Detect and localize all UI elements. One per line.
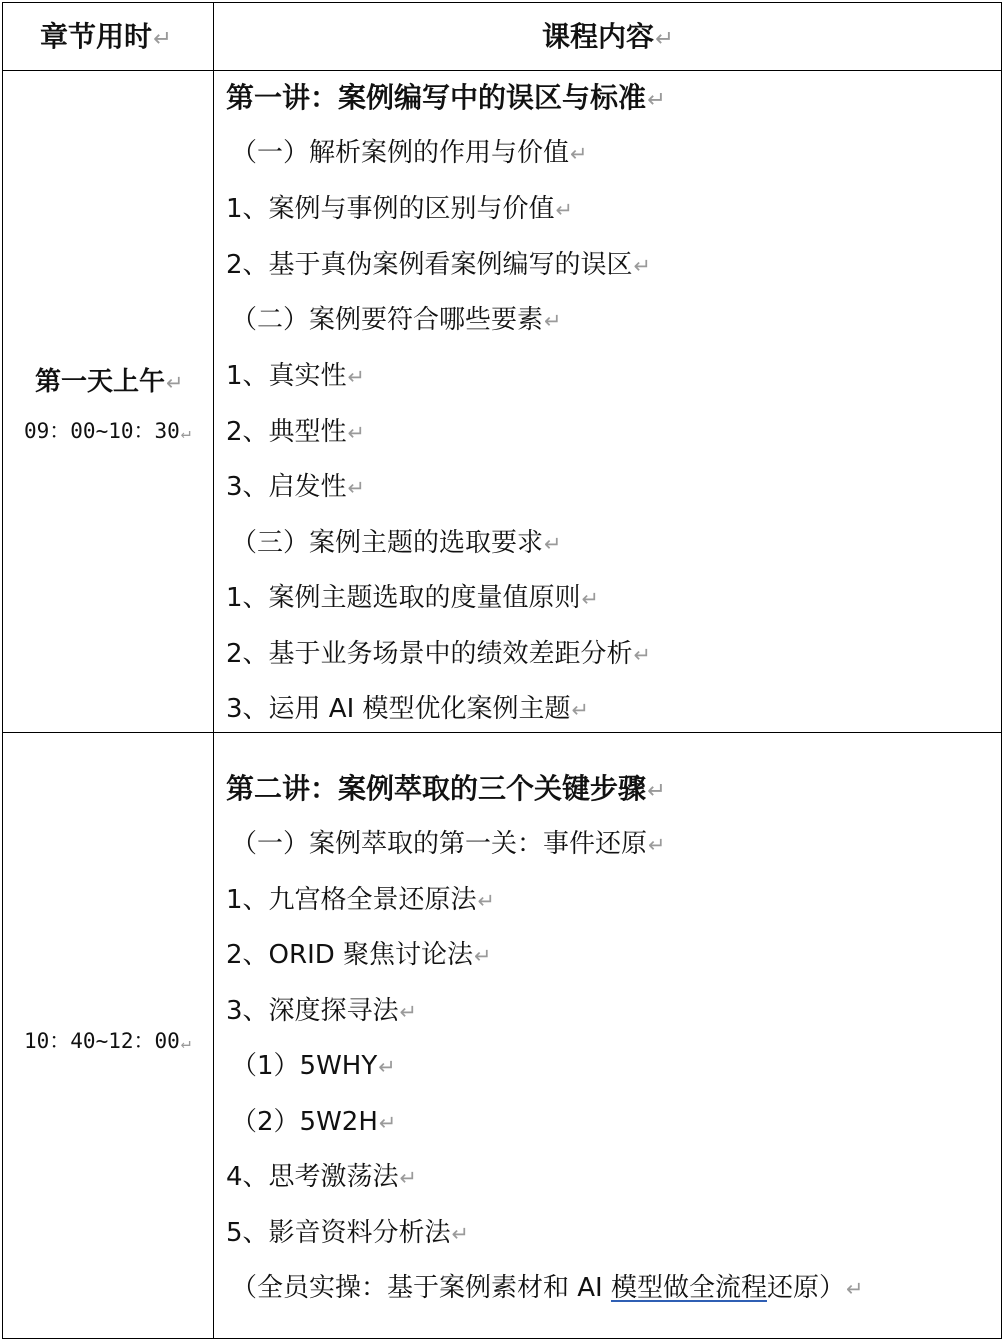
section2-item-text: 4、思考激荡法: [226, 1162, 399, 1192]
section2-item-text: 2、ORID 聚焦讨论法: [226, 940, 474, 970]
paragraph-mark-icon: ↵: [555, 198, 573, 222]
section1-time-range: [24, 421, 191, 442]
section2-item: [226, 1220, 469, 1246]
section2-lecture-title: [226, 772, 666, 805]
section2-item-text: 1、九宫格全景还原法: [226, 885, 477, 915]
section2-item: [231, 1053, 396, 1079]
section2-item-text: （1）5WHY: [231, 1051, 378, 1081]
table-border-bottom: [2, 1338, 1002, 1339]
paragraph-mark-icon: ↵: [378, 1111, 397, 1135]
paragraph-mark-icon: ↵: [451, 1222, 469, 1246]
paragraph-mark-icon: ↵: [647, 87, 666, 113]
section1-item-text: 1、案例主题选取的度量值原则: [226, 583, 581, 613]
section2-item: [231, 1109, 396, 1135]
paragraph-mark-icon: ↵: [399, 1000, 417, 1024]
section1-time-label-text: 第一天上午: [35, 367, 166, 397]
table-border-left: [2, 2, 3, 1339]
section2-item: [226, 998, 417, 1024]
paragraph-mark-icon: ↵: [571, 698, 589, 722]
section2-practice: [231, 1275, 863, 1301]
paragraph-mark-icon: ↵: [477, 889, 495, 913]
section2-item-text: （一）案例萃取的第一关：事件还原: [231, 829, 648, 859]
section1-lecture-title: [226, 81, 666, 114]
section2-time-range: [24, 1031, 191, 1052]
paragraph-mark-icon: ↵: [378, 1055, 396, 1079]
paragraph-mark-icon: ↵: [570, 142, 588, 166]
section1-item: [226, 252, 651, 278]
section1-time-label: [35, 369, 183, 395]
paragraph-mark-icon: ↵: [166, 371, 184, 395]
section1-item-text: 1、案例与事例的区别与价值: [226, 194, 555, 224]
section1-item: [231, 140, 587, 166]
paragraph-mark-icon: ↵: [544, 532, 562, 556]
section2-item-text: 3、深度探寻法: [226, 996, 399, 1026]
header-divider: [2, 70, 1002, 71]
section1-item: [231, 307, 561, 333]
header-content: [542, 20, 674, 53]
row-divider: [2, 732, 1002, 733]
paragraph-mark-icon: ↵: [180, 1032, 191, 1052]
section2-item: [226, 942, 491, 968]
header-time: [40, 20, 172, 53]
section1-item-text: 2、基于真伪案例看案例编写的误区: [226, 250, 633, 280]
section1-item-text: （二）案例要符合哪些要素: [231, 305, 544, 335]
section1-item-text: 3、启发性: [226, 472, 347, 502]
paragraph-mark-icon: ↵: [648, 833, 666, 857]
section1-item: [226, 363, 365, 389]
paragraph-mark-icon: ↵: [647, 778, 666, 804]
section1-item-text: （一）解析案例的作用与价值: [231, 138, 570, 168]
section1-time-range-text: 09：00~10：30: [24, 419, 180, 443]
column-divider: [213, 2, 214, 1339]
paragraph-mark-icon: ↵: [544, 309, 562, 333]
practice-text-suffix: 还原）: [767, 1273, 846, 1303]
practice-text-underlined: 模型做全流程: [610, 1273, 767, 1303]
paragraph-mark-icon: ↵: [153, 26, 172, 52]
section1-item: [231, 530, 561, 556]
paragraph-mark-icon: ↵: [655, 26, 674, 52]
section2-item: [226, 1164, 417, 1190]
section1-lecture-text: 第一讲：案例编写中的误区与标准: [226, 81, 647, 114]
section2-item-text: （2）5W2H: [231, 1107, 378, 1137]
section2-item: [226, 887, 495, 913]
paragraph-mark-icon: ↵: [846, 1277, 864, 1301]
section2-time-range-text: 10：40~12：00: [24, 1029, 180, 1053]
section2-item: [231, 831, 665, 857]
paragraph-mark-icon: ↵: [347, 421, 365, 445]
paragraph-mark-icon: ↵: [633, 254, 651, 278]
section1-item-text: 3、运用 AI 模型优化案例主题: [226, 694, 571, 724]
paragraph-mark-icon: ↵: [633, 643, 651, 667]
paragraph-mark-icon: ↵: [347, 365, 365, 389]
section2-item-text: 5、影音资料分析法: [226, 1218, 451, 1248]
section1-item: [226, 696, 589, 722]
header-content-label: 课程内容: [542, 20, 655, 53]
practice-text-prefix: （全员实操：基于案例素材和 AI: [231, 1273, 611, 1303]
header-time-label: 章节用时: [40, 20, 153, 53]
section1-item: [226, 641, 651, 667]
section1-item: [226, 196, 573, 222]
section1-item-text: 2、基于业务场景中的绩效差距分析: [226, 639, 633, 669]
section2-lecture-text: 第二讲：案例萃取的三个关键步骤: [226, 772, 647, 805]
paragraph-mark-icon: ↵: [474, 944, 492, 968]
table-border-top: [2, 2, 1002, 3]
section1-item: [226, 585, 599, 611]
section1-item: [226, 419, 365, 445]
section1-item-text: 1、真实性: [226, 361, 347, 391]
paragraph-mark-icon: ↵: [180, 422, 191, 442]
section1-item-text: 2、典型性: [226, 417, 347, 447]
table-border-right: [1001, 2, 1002, 1339]
section1-item-text: （三）案例主题的选取要求: [231, 528, 544, 558]
paragraph-mark-icon: ↵: [399, 1166, 417, 1190]
section1-item: [226, 474, 365, 500]
paragraph-mark-icon: ↵: [581, 587, 599, 611]
paragraph-mark-icon: ↵: [347, 476, 365, 500]
